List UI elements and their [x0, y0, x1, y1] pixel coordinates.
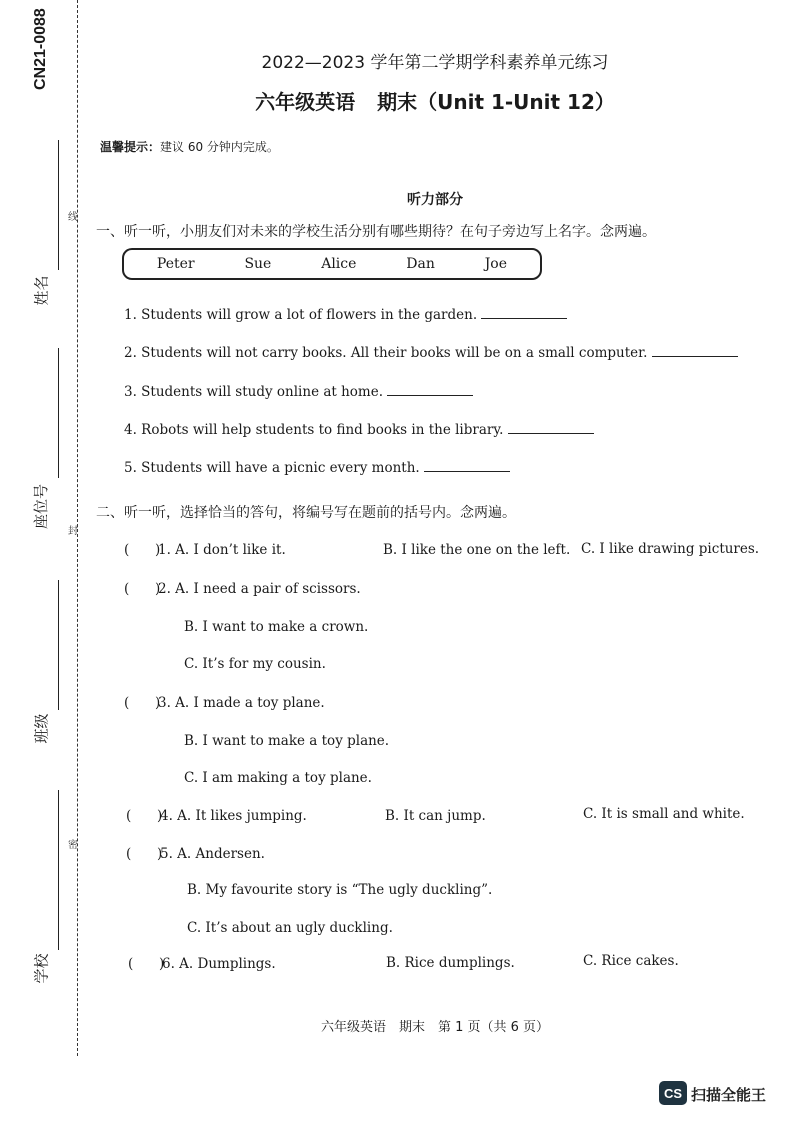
answer-blank[interactable] — [508, 421, 594, 434]
answer-blank[interactable] — [652, 344, 738, 357]
part1-item — [124, 344, 738, 361]
question-6 — [128, 956, 276, 972]
option-b: B. Rice dumplings. — [386, 955, 515, 971]
part1-item-text: 4. Robots will help students to find books in the library. — [124, 422, 504, 438]
camscanner-logo-icon: CS — [659, 1081, 687, 1105]
part2-title: 二、听一听，选择恰当的答句，将编号写在题前的括号内。念两遍。 — [96, 505, 516, 521]
option-a: 4. A. It likes jumping. — [160, 808, 307, 824]
name-option: Peter — [156, 256, 195, 272]
listening-section-heading: 听力部分 — [407, 192, 463, 208]
name-option: Dan — [406, 256, 435, 272]
school-label: 学校 — [32, 953, 51, 984]
part1-item-text: 5. Students will have a picnic every month. — [124, 460, 420, 476]
answer-blank[interactable] — [424, 459, 510, 472]
option-c: C. It is small and white. — [583, 806, 745, 822]
part1-item-text: 2. Students will not carry books. All their books will be on a small computer. — [124, 345, 648, 361]
class-label: 班级 — [32, 713, 51, 744]
tip-text: 建议 60 分钟内完成。 — [160, 140, 279, 154]
tip-label: 温馨提示： — [100, 140, 161, 154]
document-code: CN21-0088 — [32, 8, 49, 90]
mark-xian: 线 — [68, 212, 78, 223]
option-b: B. My favourite story is “The ugly duckling”. — [187, 882, 493, 898]
part1-item-text: 1. Students will grow a lot of flowers in the garden. — [124, 307, 478, 323]
part1-item — [124, 421, 594, 438]
mark-feng: 封 — [68, 526, 78, 537]
subject-label: 六年级英语 — [255, 90, 356, 114]
answer-parentheses[interactable]: ( ) — [128, 956, 165, 972]
name-option: Alice — [321, 256, 357, 272]
answer-blank[interactable] — [481, 306, 567, 319]
option-a: 5. A. Andersen. — [160, 846, 265, 862]
option-b: B. I want to make a crown. — [184, 619, 369, 635]
tip — [100, 138, 279, 155]
seat-label: 座位号 — [32, 483, 51, 530]
part1-title: 一、听一听，小朋友们对未来的学校生活分别有哪些期待？在句子旁边写上名字。念两遍。 — [96, 224, 656, 240]
option-a: 3. A. I made a toy plane. — [158, 695, 325, 711]
part1-item — [124, 459, 510, 476]
part1-item-text: 3. Students will study online at home. — [124, 384, 384, 400]
option-a: 6. A. Dumplings. — [162, 956, 276, 972]
name-label: 姓名 — [32, 275, 51, 306]
option-b: B. It can jump. — [385, 808, 486, 824]
exam-title: 2022—2023 学年第二学期学科素养单元练习 — [261, 53, 609, 73]
option-b: B. I want to make a toy plane. — [184, 733, 390, 749]
part1-item — [124, 383, 473, 400]
page-footer: 六年级英语 期末 第 1 页（共 6 页） — [320, 1020, 550, 1035]
answer-parentheses[interactable]: ( ) — [124, 695, 161, 711]
seat-line — [58, 348, 59, 478]
question-4 — [126, 808, 307, 824]
part1-item — [124, 306, 567, 323]
name-option: Joe — [484, 256, 508, 272]
option-c: C. I like drawing pictures. — [581, 541, 760, 557]
question-3 — [124, 695, 325, 711]
class-line — [58, 580, 59, 710]
camscanner-name: 扫描全能王 — [691, 1086, 767, 1104]
question-5 — [126, 846, 265, 862]
binding-margin — [0, 0, 90, 1124]
answer-parentheses[interactable]: ( ) — [126, 808, 163, 824]
answer-parentheses[interactable]: ( ) — [124, 581, 161, 597]
option-a: 1. A. I don’t like it. — [158, 542, 286, 558]
option-c: C. It’s about an ugly duckling. — [187, 920, 393, 936]
exam-subtitle — [0, 86, 794, 115]
question-1 — [124, 542, 286, 558]
option-b: B. I like the one on the left. — [383, 542, 571, 558]
school-line — [58, 790, 59, 950]
option-c: C. It’s for my cousin. — [184, 656, 326, 672]
answer-blank[interactable] — [387, 383, 473, 396]
exam-scope: 期末（Unit 1-Unit 12） — [377, 90, 615, 114]
answer-parentheses[interactable]: ( ) — [124, 542, 161, 558]
answer-parentheses[interactable]: ( ) — [126, 846, 163, 862]
option-a: 2. A. I need a pair of scissors. — [158, 581, 361, 597]
name-box — [122, 248, 542, 280]
name-option: Sue — [244, 256, 272, 272]
option-c: C. Rice cakes. — [583, 953, 679, 969]
option-c: C. I am making a toy plane. — [184, 770, 372, 786]
question-2 — [124, 581, 361, 597]
mark-mi: 密 — [68, 840, 78, 851]
